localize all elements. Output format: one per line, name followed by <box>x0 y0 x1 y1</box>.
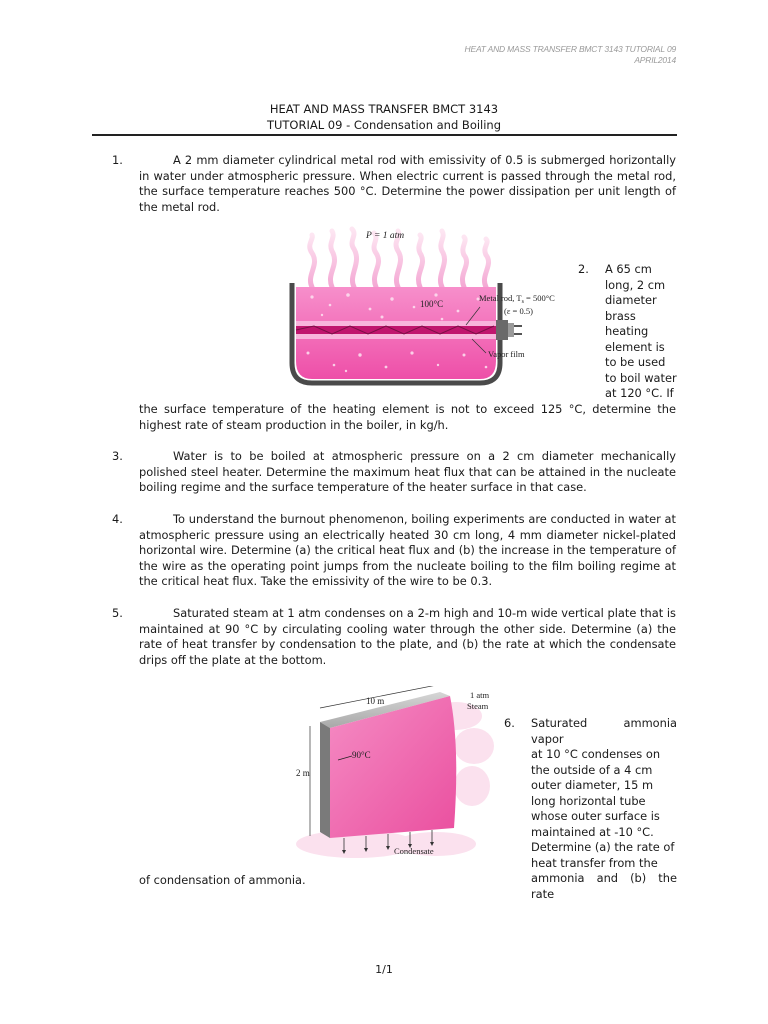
q3-text: Water is to be boiled at atmospheric pressure on a 2 cm diameter mechanically polished steel heater. Determine the maximum heat flux that can be attained in the nucleate boiling regime and the surface temperature of the heater surface in that case. <box>139 449 676 494</box>
fig1-water-temp: 100°C <box>420 299 444 309</box>
q2-line: at 120 °C. If <box>605 386 674 400</box>
running-header-line2: APRIL2014 <box>634 55 676 65</box>
fig2-height-label: 2 m <box>296 768 310 778</box>
q6-line: ammonia and (b) the rate <box>531 871 677 901</box>
q2-number: 2. <box>578 262 589 276</box>
q2-line: heating <box>605 324 649 338</box>
fig1-vapor-film-label: Vapor film <box>488 349 525 359</box>
q2-column <box>605 262 677 402</box>
fig2-steam-label: Steam <box>467 701 489 711</box>
q3-number: 3. <box>112 449 123 463</box>
q2-line: long, 2 cm <box>605 277 666 292</box>
page-title <box>0 101 768 133</box>
title-line1: HEAT AND MASS TRANSFER BMCT 3143 <box>269 102 499 116</box>
title-rule <box>92 134 677 136</box>
q2-line: to be used <box>605 355 666 369</box>
rod-connector <box>496 320 508 340</box>
q4-number: 4. <box>112 512 123 526</box>
q2-line: element is <box>605 339 665 354</box>
rod-connector-cap <box>508 323 514 337</box>
running-header <box>465 44 676 66</box>
running-header-line1: HEAT AND MASS TRANSFER BMCT 3143 TUTORIAL 09 <box>464 44 676 54</box>
fig1-pressure-label: P = 1 atm <box>366 231 405 241</box>
fig1-rod-label-temp: = 500°C <box>523 293 555 303</box>
q2-line: to boil water <box>605 370 677 385</box>
q6-line: maintained at -10 °C. <box>531 824 654 839</box>
fig1-rod-label-sub: s <box>521 299 524 305</box>
title-line2: TUTORIAL 09 - Condensation and Boiling <box>266 118 502 132</box>
fig2-condensate-label: Condensate <box>394 846 434 856</box>
q6-line: outer diameter, 15 m <box>531 778 654 792</box>
q5-text: Saturated steam at 1 atm condenses on a 2-m high and 10-m wide vertical plate that is maintained at 90 °C by circulating cooling water through the other side. Determine (a) the rate of heat transfer by condensation to the plate, and (b) the rate at which the condensate drips off the plate at the bottom. <box>139 606 676 667</box>
q2-line: diameter <box>605 293 657 307</box>
q6-line: the outside of a 4 cm <box>531 762 653 777</box>
q1-text: A 2 mm diameter cylindrical metal rod with emissivity of 0.5 is submerged horizontally in water under atmospheric pressure. When electric current is passed through the metal rod, the surface temperature reaches 500 °C. Determine the power dissipation per unit length of the metal rod. <box>139 153 676 214</box>
q2-text-rest: the surface temperature of the heating element is not to exceed 125 °C, determine the highest rate of steam production in the boiler, in kg/h. <box>139 402 676 432</box>
q5-number: 5. <box>112 606 123 620</box>
q4-text: To understand the burnout phenomenon, boiling experiments are conducted in water at atmospheric pressure using an electrically heated 30 cm long, 4 mm diameter nickel-plated horizontal wire. Determine (a) the critical heat flux and (b) the increase in the temperature of the wire as the operating point jumps from the nucleate boiling to the film boiling regime at the critical heat flux. Take the emissivity of the wire to be 0.3. <box>139 512 676 588</box>
fig2-atm-label: 1 atm <box>470 690 490 700</box>
fig2-temp-label: 90°C <box>352 750 371 760</box>
q6-line: Saturated ammonia vapor <box>531 716 677 746</box>
q2-line: A 65 cm <box>605 262 652 276</box>
q1-number: 1. <box>112 153 123 167</box>
q2-line: brass <box>605 308 636 323</box>
condensation-plate-figure <box>296 686 500 862</box>
fig1-rod-label-main: Metal rod, T <box>479 293 522 303</box>
q6-line: at 10 °C condenses on <box>531 747 661 761</box>
q6-number: 6. <box>504 716 515 730</box>
fig1-emissivity: (ε = 0.5) <box>504 306 533 316</box>
plate-side-edge <box>320 722 330 838</box>
q6-line: Determine (a) the rate of <box>531 840 675 854</box>
page-number: 1/1 <box>375 963 393 976</box>
q6-line: long horizontal tube <box>531 793 646 808</box>
fig2-width-label: 10 m <box>366 696 385 706</box>
boiling-tank-figure <box>282 225 574 387</box>
q6-line: whose outer surface is <box>531 809 660 823</box>
q6-text-rest: of condensation of ammonia. <box>139 873 306 887</box>
q6-line: heat transfer from the <box>531 855 658 870</box>
